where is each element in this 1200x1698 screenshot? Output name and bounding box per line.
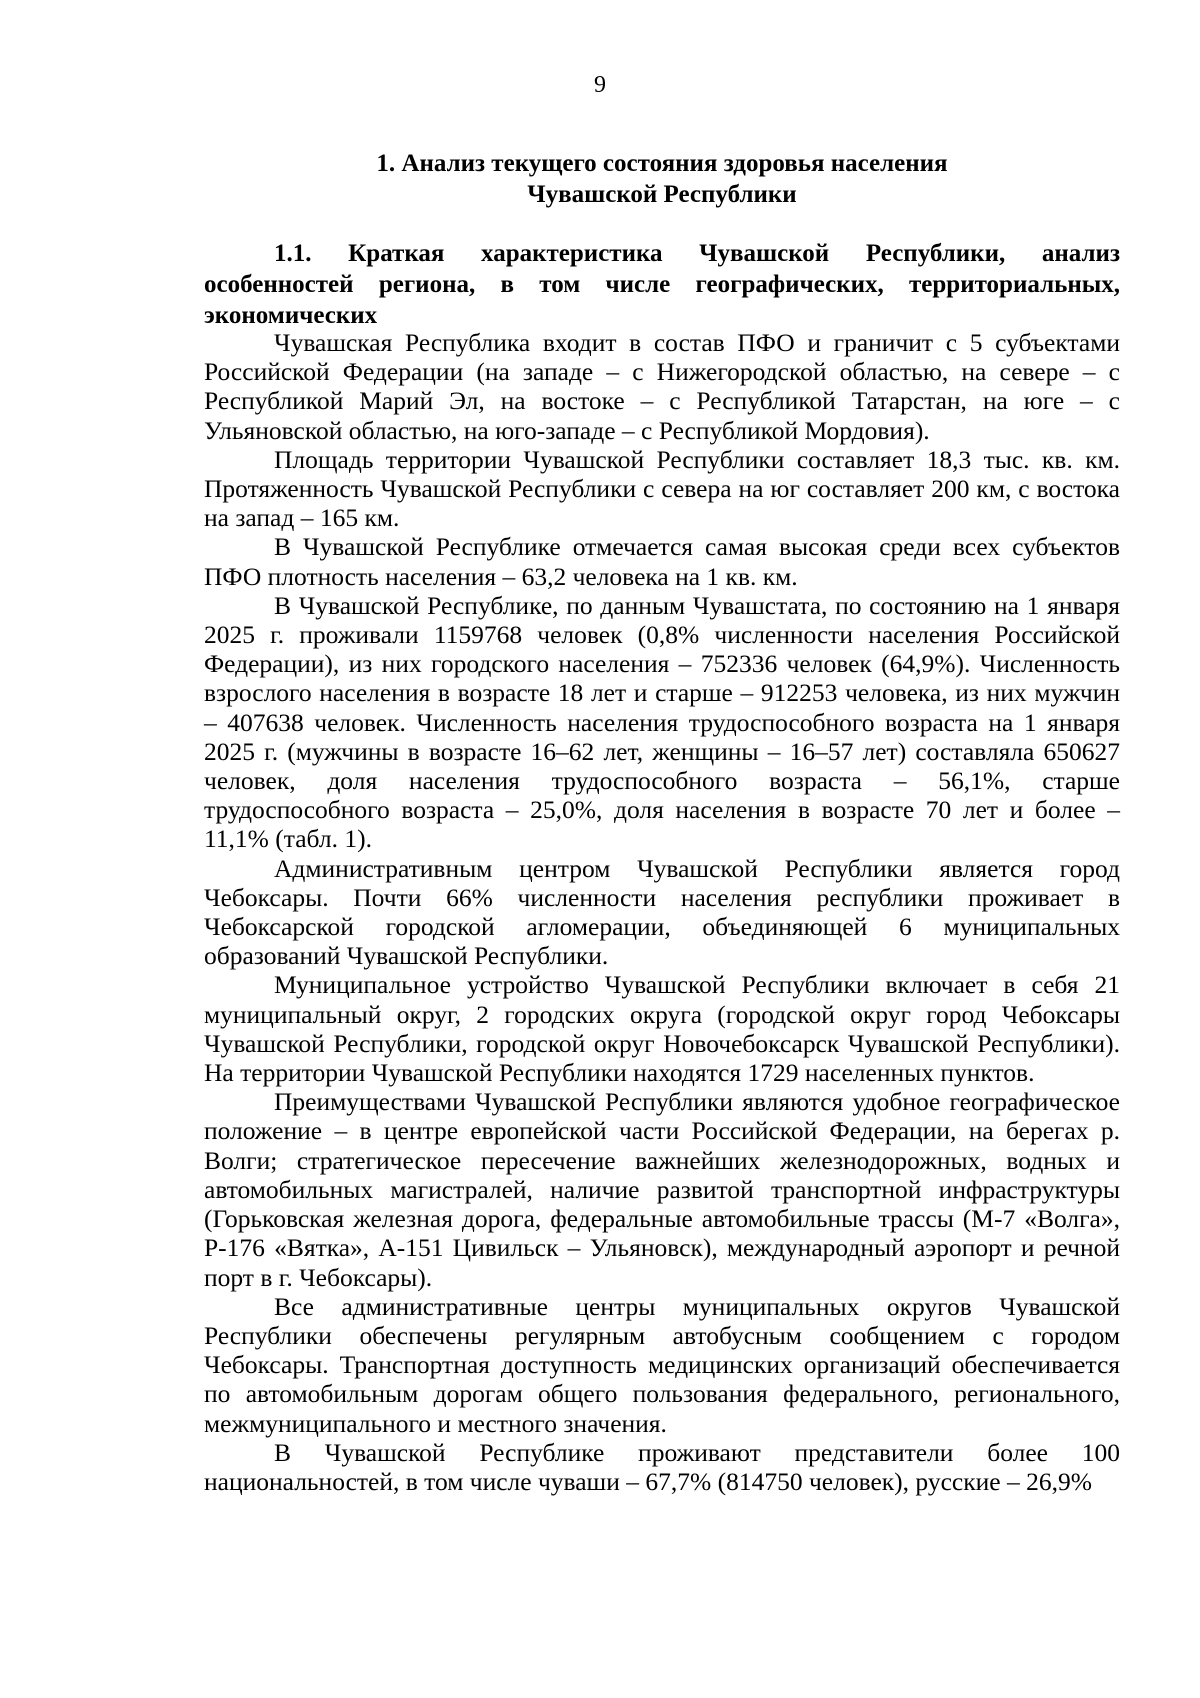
paragraph: Преимуществами Чувашской Республики являются удобное географическое положение – в центре европейской части Российской Федерации, на берегах р. Волги; стратегическое пересечение важнейших железнодорожных, водных и автомобильных магистралей, наличие развитой транспортной инфраструктуры (Горьковская железная дорога, федеральные автомобильные трассы (М-7 «Волга», Р-176 «Вятка», А-151 Цивильск – Ульяновск), международный аэропорт и речной порт в г. Чебоксары). <box>204 1087 1120 1292</box>
body-text <box>204 328 1120 1496</box>
paragraph: В Чувашской Республике, по данным Чувашстата, по состоянию на 1 января 2025 г. проживали 1159768 человек (0,8% численности населения Российской Федерации), из них городского населения – 752336 человек (64,9%). Численность взрослого населения в возрасте 18 лет и старше – 912253 человека, из них мужчин – 407638 человек. Численность населения трудоспособного возраста на 1 января 2025 г. (мужчины в возрасте 16–62 лет, женщины – 16–57 лет) составляла 650627 человек, доля населения трудоспособного возраста – 56,1%, старше трудоспособного возраста – 25,0%, доля населения в возрасте 70 лет и более – 11,1% (табл. 1). <box>204 590 1120 854</box>
paragraph: Площадь территории Чувашской Республики составляет 18,3 тыс. кв. км. Протяженность Чувашской Республики с севера на юг составляет 200 км, с востока на запад – 165 км. <box>204 444 1120 533</box>
paragraph: Чувашская Республика входит в состав ПФО и граничит с 5 субъектами Российской Федерации (на западе – с Нижегородской областью, на севере – с Республикой Марий Эл, на востоке – с Республикой Татарстан, на юге – с Ульяновской областью, на юго-западе – с Республикой Мордовия). <box>204 328 1120 445</box>
chapter-title <box>204 148 1120 210</box>
chapter-title-line-1: 1. Анализ текущего состояния здоровья населения <box>376 150 948 177</box>
paragraph: В Чувашской Республике проживают представители более 100 национальностей, в том числе чуваши – 67,7% (814750 человек), русские – 26,9% <box>204 1437 1120 1496</box>
paragraph: В Чувашской Республике отмечается самая высокая среди всех субъектов ПФО плотность населения – 63,2 человека на 1 кв. км. <box>204 532 1120 591</box>
paragraph: Муниципальное устройство Чувашской Республики включает в себя 21 муниципальный округ, 2 городских округа (городской округ город Чебоксары Чувашской Республики, городской округ Новочебоксарск Чувашской Республики). На территории Чувашской Республики находятся 1729 населенных пунктов. <box>204 970 1120 1088</box>
page-number: 9 <box>594 72 606 98</box>
paragraph: Все административные центры муниципальных округов Чувашской Республики обеспечены регулярным автобусным сообщением с городом Чебоксары. Транспортная доступность медицинских организаций обеспечивается по автомобильным дорогам общего пользования федерального, регионального, межмуниципального и местного значения. <box>204 1291 1120 1438</box>
paragraph: Административным центром Чувашской Республики является город Чебоксары. Почти 66% численности населения республики проживает в Чебоксарской городской агломерации, объединяющей 6 муниципальных образований Чувашской Республики. <box>204 853 1120 971</box>
chapter-title-line-2: Чувашской Республики <box>527 181 797 208</box>
section-heading: 1.1. Краткая характеристика Чувашской Республики, анализ особенностей региона, в том числе географических, территориальных, экономических <box>204 240 1120 329</box>
